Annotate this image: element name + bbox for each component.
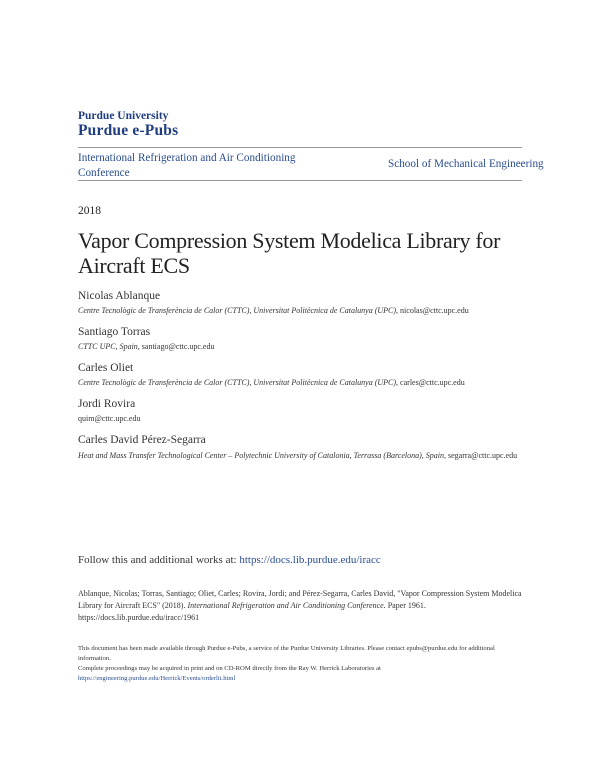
author-email[interactable]: quim@cttc.upc.edu — [78, 414, 141, 423]
citation-url[interactable]: https://docs.lib.purdue.edu/iracc/1961 — [78, 613, 200, 622]
author-affiliation — [78, 413, 522, 425]
purdue-epubs-link[interactable]: Purdue e-Pubs — [78, 122, 179, 139]
author-name: Santiago Torras — [78, 326, 151, 338]
citation-paper-number: Paper 1961. — [387, 601, 426, 610]
follow-line — [78, 554, 381, 566]
notice-block — [78, 644, 522, 684]
affiliation-text: Centre Tecnològic de Transferència de Calor (CTTC), Universitat Politècnica de Catalunya (UPC) — [78, 378, 397, 387]
citation-venue: International Refrigeration and Air Conditioning Conference. — [187, 601, 386, 610]
affiliation-text: Centre Tecnològic de Transferència de Calor (CTTC), Universitat Politècnica de Catalunya (UPC) — [78, 306, 397, 315]
author-email[interactable]: segarra@cttc.upc.edu — [447, 451, 518, 460]
author-email[interactable]: nicolas@cttc.upc.edu — [400, 306, 469, 315]
author-affiliation: Centre Tecnològic de Transferència de Calor (CTTC), Universitat Politècnica de Catalunya (UPC), nicolas@cttc.upc.edu — [78, 306, 469, 315]
affiliation-text: CTTC UPC, Spain — [78, 342, 138, 351]
citation-block — [78, 588, 522, 624]
author-name: Nicolas Ablanque — [78, 290, 161, 302]
university-name: Purdue University — [78, 110, 169, 122]
notice-line-2 — [78, 664, 522, 684]
notice-line-1: This document has been made available through Purdue e-Pubs, a service of the Purdue University Libraries. Please contact epubs@purdue.edu for additional information. — [78, 645, 495, 662]
author-name: Carles David Pérez-Segarra — [78, 434, 206, 446]
author-email[interactable]: carles@cttc.upc.edu — [400, 378, 465, 387]
herrick-order-link[interactable]: https://engineering.purdue.edu/Herrick/Events/orderlit.html — [78, 675, 236, 682]
citation-authors-title: Ablanque, Nicolas; Torras, Santiago; Oliet, Carles; Rovira, Jordi; and Pérez-Segarra, Carles David, "Vapor Compression System Modelica Library for Aircraft ECS" (2018). — [78, 589, 522, 610]
paper-title: Vapor Compression System Modelica Library for Aircraft ECS — [78, 228, 501, 278]
publication-year: 2018 — [78, 205, 101, 217]
author-affiliation: Heat and Mass Transfer Technological Center – Polytechnic University of Catalonia, Terrassa (Barcelona), Spain, segarra@cttc.upc.edu — [78, 451, 518, 460]
notice-line-2-text: Complete proceedings may be acquired in print and on CD-ROM directly from the Ray W. Herrick Laboratories at — [78, 665, 381, 672]
affiliation-text: Heat and Mass Transfer Technological Center – Polytechnic University of Catalonia, Terrassa (Barcelona), Spain — [78, 451, 444, 460]
author-email[interactable]: santiago@cttc.upc.edu — [141, 342, 215, 351]
follow-text: Follow this and additional works at: — [78, 554, 237, 566]
top-divider — [78, 147, 522, 148]
author-affiliation: Centre Tecnològic de Transferència de Calor (CTTC), Universitat Politècnica de Catalunya (UPC), carles@cttc.upc.edu — [78, 378, 465, 387]
school-link[interactable]: School of Mechanical Engineering — [388, 158, 544, 170]
author-name: Jordi Rovira — [78, 398, 136, 410]
author-name: Carles Oliet — [78, 362, 134, 374]
follow-url-link[interactable]: https://docs.lib.purdue.edu/iracc — [239, 554, 381, 566]
author-affiliation: CTTC UPC, Spain, santiago@cttc.upc.edu — [78, 342, 215, 351]
conference-link[interactable]: International Refrigeration and Air Conditioning Conference — [78, 152, 296, 179]
bottom-divider — [78, 180, 522, 181]
